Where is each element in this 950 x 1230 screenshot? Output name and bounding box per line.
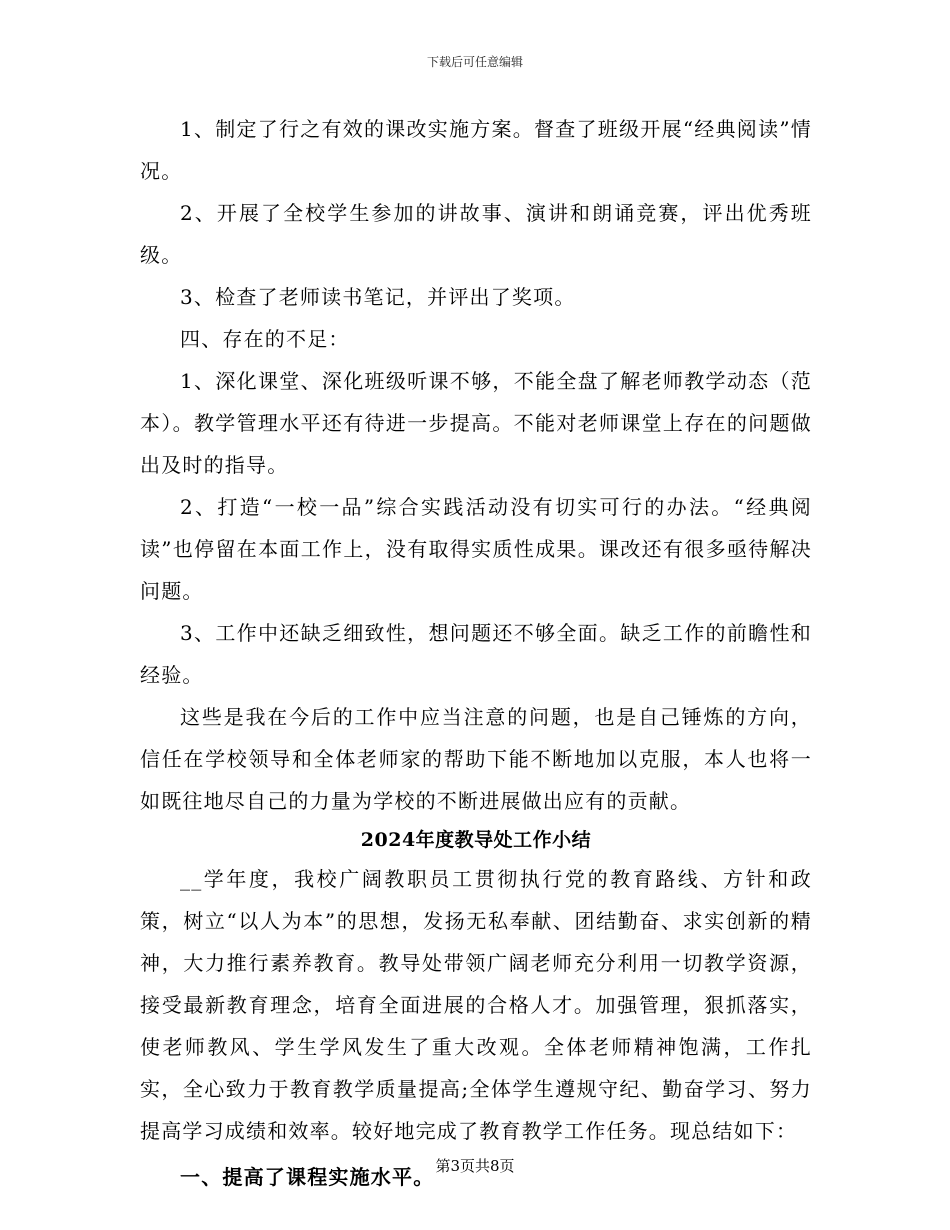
subsection-heading: 一、提高了课程实施水平。 xyxy=(180,1165,435,1189)
paragraph-item-1: 1、制定了行之有效的课改实施方案。督查了班级开展“经典阅读”情况。 xyxy=(140,117,812,183)
paragraph-conclusion: 这些是我在今后的工作中应当注意的问题，也是自己锤炼的方向，信任在学校领导和全体老师家的帮助下能不断地加以克服，本人也将一如既往地尽自己的力量为学校的不断进展做出应有的贡献。 xyxy=(140,705,812,813)
paragraph-shortcoming-2: 2、打造“一校一品”综合实践活动没有切实可行的办法。“经典阅读”也停留在本面工作上，没有取得实质性成果。课改还有很多亟待解决问题。 xyxy=(140,495,812,603)
document-section-title: 2024年度教导处工作小结 xyxy=(360,829,592,851)
paragraph-item-3: 3、检查了老师读书笔记，并评出了奖项。 xyxy=(180,285,576,309)
page-number-footer: 第3页共8页 xyxy=(435,1157,515,1175)
paragraph-summary-intro: __学年度，我校广阔教职员工贯彻执行党的教育路线、方针和政策，树立“以人为本”的思想，发扬无私奉献、团结勤奋、求实创新的精神，大力推行素养教育。教导处带领广阔老师充分利用一切教学资源，接受最新教育理念，培育全面进展的合格人才。加强管理，狠抓落实，使老师教风、学生学风发生了重大改观。全体老师精神饱满，工作扎实，全心致力于教育教学质量提高;全体学生遵规守纪、勤奋学习、努力提高学习成绩和效率。较好地完成了教育教学工作任务。现总结如下： xyxy=(140,867,812,1143)
paragraph-item-2: 2、开展了全校学生参加的讲故事、演讲和朗诵竞赛，评出优秀班级。 xyxy=(140,201,812,267)
document-body xyxy=(140,108,812,1198)
paragraph-shortcoming-3: 3、工作中还缺乏细致性，想问题还不够全面。缺乏工作的前瞻性和经验。 xyxy=(140,621,812,687)
paragraph-shortcoming-1: 1、深化课堂、深化班级听课不够，不能全盘了解老师教学动态（范本）。教学管理水平还有待进一步提高。不能对老师课堂上存在的问题做出及时的指导。 xyxy=(140,369,812,477)
page-header: 下载后可任意编辑 xyxy=(426,55,523,69)
section-heading-shortcomings: 四、存在的不足： xyxy=(180,327,350,351)
